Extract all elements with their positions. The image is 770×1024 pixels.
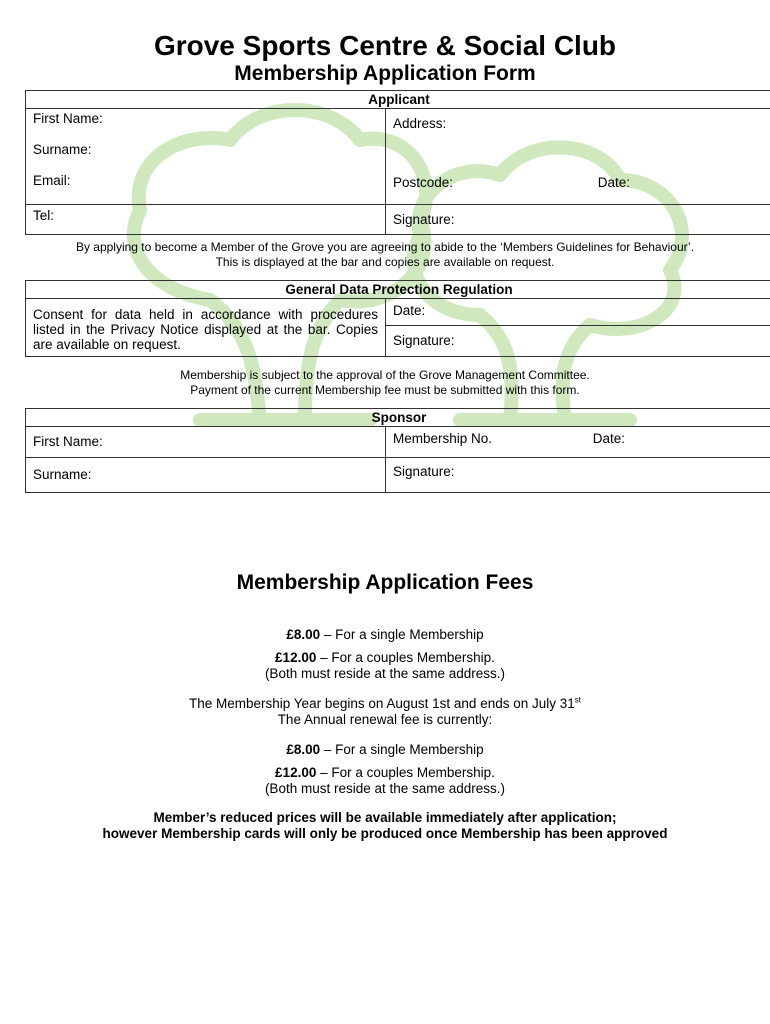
fee-single-text: – For a single Membership bbox=[320, 627, 484, 642]
approval-note-line2: Payment of the current Membership fee must be submitted with this form. bbox=[190, 383, 580, 397]
fee-single bbox=[0, 627, 770, 643]
guidelines-note-line2: This is displayed at the bar and copies are available on request. bbox=[215, 255, 555, 269]
approval-note-line1: Membership is subject to the approval of the Grove Management Committee. bbox=[180, 368, 590, 382]
applicant-section bbox=[25, 90, 770, 235]
applicant-email-field[interactable]: Email: bbox=[33, 173, 71, 188]
fee-couple-text: – For a couples Membership. bbox=[316, 650, 495, 665]
sponsor-signature-field[interactable]: Signature: bbox=[386, 458, 770, 493]
renew-couple-text: – For a couples Membership. bbox=[316, 765, 495, 780]
applicant-postcode-field[interactable]: Postcode: bbox=[393, 175, 454, 190]
sponsor-membership-no-field[interactable]: Membership No. bbox=[393, 431, 493, 446]
gdpr-heading: General Data Protection Regulation bbox=[26, 281, 770, 299]
fee-single-price: £8.00 bbox=[286, 627, 321, 642]
renew-couple-price: £12.00 bbox=[275, 765, 317, 780]
sponsor-first-name-field[interactable]: First Name: bbox=[26, 427, 386, 458]
fee-couple-price: £12.00 bbox=[275, 650, 317, 665]
membership-year bbox=[0, 696, 770, 728]
applicant-surname-field[interactable]: Surname: bbox=[33, 142, 92, 157]
gdpr-date-field[interactable]: Date: bbox=[386, 299, 770, 326]
membership-year-sup: st bbox=[574, 695, 581, 705]
sponsor-heading: Sponsor bbox=[26, 409, 770, 427]
page-subtitle: Membership Application Form bbox=[234, 62, 536, 85]
renew-couple-note: (Both must reside at the same address.) bbox=[264, 781, 506, 796]
renew-single-text: – For a single Membership bbox=[320, 742, 484, 757]
membership-year-text: The Membership Year begins on August 1st and ends on July 31 bbox=[189, 696, 575, 711]
fees-title: Membership Application Fees bbox=[236, 571, 534, 594]
gdpr-signature-field[interactable]: Signature: bbox=[386, 326, 770, 357]
gdpr-section bbox=[25, 280, 770, 357]
gdpr-consent-text: Consent for data held in accordance with procedures listed in the Privacy Notice displayed at the bar. Copies are available on request. bbox=[26, 299, 386, 357]
fees-footer-line2: however Membership cards will only be produced once Membership has been approved bbox=[102, 826, 668, 841]
applicant-date-field[interactable]: Date: bbox=[597, 175, 630, 190]
guidelines-note-line1: By applying to become a Member of the Grove you are agreeing to abide to the ‘Members Guidelines for Behaviour’. bbox=[75, 240, 695, 254]
applicant-first-name-field[interactable]: First Name: bbox=[33, 111, 103, 126]
approval-note bbox=[0, 368, 770, 398]
fee-couple-note: (Both must reside at the same address.) bbox=[264, 666, 506, 681]
fees-footer-line1: Member’s reduced prices will be available immediately after application; bbox=[153, 810, 617, 825]
applicant-tel-field[interactable]: Tel: bbox=[26, 205, 386, 235]
fees-footer bbox=[0, 810, 770, 842]
renewal-text: The Annual renewal fee is currently: bbox=[277, 712, 493, 727]
renew-single bbox=[0, 742, 770, 758]
applicant-address-field[interactable]: Address: bbox=[393, 116, 447, 131]
sponsor-date-field[interactable]: Date: bbox=[592, 431, 625, 446]
renew-single-price: £8.00 bbox=[286, 742, 321, 757]
sponsor-surname-field[interactable]: Surname: bbox=[26, 458, 386, 493]
renew-couple bbox=[0, 765, 770, 797]
applicant-signature-field[interactable]: Signature: bbox=[386, 205, 770, 235]
fee-couple bbox=[0, 650, 770, 682]
guidelines-note bbox=[0, 240, 770, 270]
page-title: Grove Sports Centre & Social Club bbox=[153, 30, 617, 61]
applicant-heading: Applicant bbox=[26, 91, 770, 109]
sponsor-section bbox=[25, 408, 770, 493]
